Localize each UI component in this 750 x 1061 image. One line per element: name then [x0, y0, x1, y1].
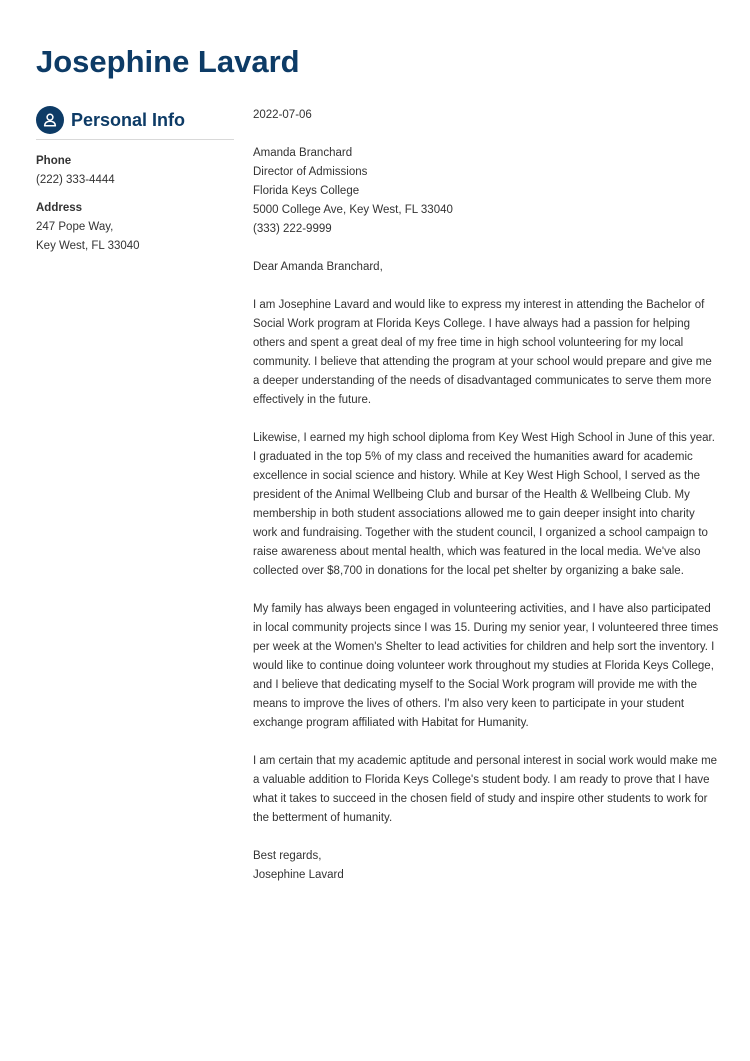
paragraph-line: a valuable addition to Florida Keys College's student body. I am ready to prove that I have: [253, 774, 710, 786]
phone-value: (222) 333-4444: [36, 174, 115, 186]
address-line: 247 Pope Way,: [36, 221, 114, 233]
phone-block: [36, 152, 234, 190]
personal-info-header: [36, 105, 234, 140]
paragraph-line: I am Josephine Lavard and would like to express my interest in attending the Bachelor of: [253, 299, 705, 311]
recipient-block: [253, 144, 719, 239]
applicant-name: Josephine Lavard: [36, 44, 300, 79]
paragraph-line: work and fundraising. Together with the student council, I organized a school campaign to: [253, 527, 708, 539]
cover-letter: [253, 106, 719, 885]
paragraph-line: per week at the Women's Shelter to lead activities for children and help sort the inventory. I: [253, 641, 715, 653]
paragraph-line: community. I believe that attending the program at your school would prepare and give me: [253, 356, 712, 368]
paragraph-line: exchange program affiliated with Habitat for Humanity.: [253, 717, 529, 729]
paragraph-line: Likewise, I earned my high school diploma from Key West High School in June of this year.: [253, 432, 715, 444]
salutation: Dear Amanda Branchard,: [253, 261, 383, 273]
address-label: Address: [36, 202, 83, 214]
section-title: Personal Info: [71, 109, 186, 130]
paragraph-line: president of the Animal Wellbeing Club and bursar of the Health & Wellbeing Club. My: [253, 489, 690, 501]
sidebar: [36, 105, 234, 256]
paragraph-line: what it takes to succeed in the chosen field of study and inspire other students to work for: [253, 793, 708, 805]
signature: Josephine Lavard: [253, 869, 344, 881]
paragraph-2: [253, 429, 719, 581]
paragraph-line: the betterment of humanity.: [253, 812, 393, 824]
paragraph-line: collected over $8,700 in donations for the local pet shelter by organizing a bake sale.: [253, 565, 684, 577]
paragraph-line: membership in both student associations allowed me to gain deeper insight into charity: [253, 508, 695, 520]
recipient-organization: Florida Keys College: [253, 185, 360, 197]
recipient-name: Amanda Branchard: [253, 147, 353, 159]
paragraph-line: would like to continue doing volunteer work throughout my studies at Florida Keys College,: [253, 660, 714, 672]
closing: Best regards,: [253, 850, 322, 862]
paragraph-line: a deeper understanding of the needs of disadvantaged communicates to serve them more: [253, 375, 712, 387]
paragraph-line: raise awareness about mental health, which was featured in the local media. We've also: [253, 546, 701, 558]
paragraph-line: in local community projects since I was 15. During my senior year, I volunteered three times: [253, 622, 719, 634]
paragraph-1: [253, 296, 719, 410]
paragraph-3: [253, 600, 719, 733]
recipient-phone: (333) 222-9999: [253, 223, 332, 235]
recipient-address: 5000 College Ave, Key West, FL 33040: [253, 204, 453, 216]
paragraph-line: My family has always been engaged in volunteering activities, and I have also participated: [253, 603, 711, 615]
address-line: Key West, FL 33040: [36, 240, 140, 252]
paragraph-line: I am certain that my academic aptitude and personal interest in social work would make me: [253, 755, 718, 767]
letter-date: 2022-07-06: [253, 109, 312, 121]
paragraph-line: excellence in social science and history. While at Key West High School, I served as the: [253, 470, 701, 482]
paragraph-line: Social Work program at Florida Keys College. I have always had a passion for helping: [253, 318, 691, 330]
paragraph-line: others and spent a great deal of my free time in high school volunteering for my local: [253, 337, 684, 349]
person-icon: [36, 106, 64, 134]
phone-label: Phone: [36, 155, 72, 167]
paragraph-line: effectively in the future.: [253, 394, 372, 406]
recipient-title: Director of Admissions: [253, 166, 368, 178]
address-block: [36, 199, 234, 256]
paragraph-line: I graduated in the top 5% of my class and received the humanities award for academic: [253, 451, 693, 463]
paragraph-line: and I believe that dedicating myself to the Social Work program will provide me with the: [253, 679, 698, 691]
paragraph-4: [253, 752, 719, 828]
paragraph-line: means to improve the lives of others. I'm also very keen to participate in your student: [253, 698, 685, 710]
